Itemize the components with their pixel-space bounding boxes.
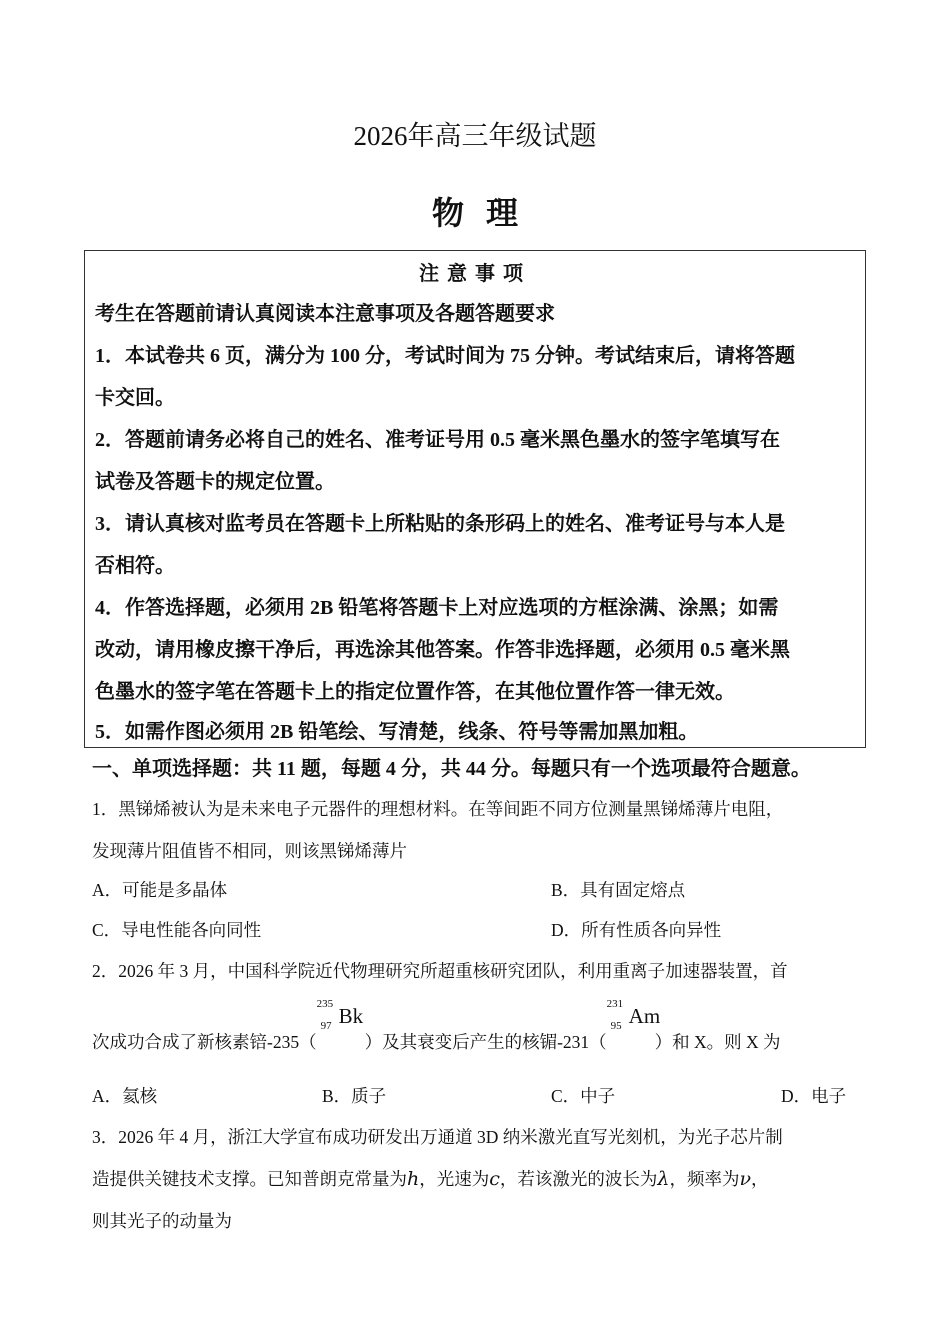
q1-option-a: A．可能是多晶体 (92, 880, 228, 900)
q2-text-c: ）和 X。则 X 为 (654, 1032, 781, 1052)
q2-text-a: 次成功合成了新核素锫-235（ (92, 1032, 317, 1052)
planck-constant-symbol: h (407, 1168, 420, 1190)
q3-text-e: ， (751, 1169, 769, 1189)
nuclide-mass-number: 235 (316, 998, 334, 1010)
notice-box (84, 250, 866, 748)
nuclide-am (606, 998, 661, 1048)
wavelength-symbol: λ (657, 1168, 670, 1190)
q2-option-c: C．中子 (551, 1086, 616, 1106)
q3-text-b: ，光速为 (419, 1169, 490, 1189)
notice-line: 色墨水的签字笔在答题卡上的指定位置作答，在其他位置作答一律无效。 (95, 681, 735, 703)
subject-title: 物理 (431, 195, 540, 231)
notice-line: 4．作答选择题，必须用 2B 铅笔将答题卡上对应选项的方框涂满、涂黑；如需 (95, 597, 779, 619)
q1-option-d: D．所有性质各向异性 (551, 920, 722, 940)
nuclide-atomic-number: 95 (610, 1020, 622, 1032)
nuclide-symbol: Bk (338, 1004, 364, 1028)
q3-text-d: ，频率为 (669, 1169, 740, 1189)
q2-option-b: B．质子 (322, 1086, 387, 1106)
q1-stem-line2: 发现薄片阻值皆不相同，则该黑锑烯薄片 (92, 841, 407, 861)
nuclide-mass-number: 231 (606, 998, 624, 1010)
q1-option-c: C．导电性能各向同性 (92, 920, 262, 940)
notice-line: 5．如需作图必须用 2B 铅笔绘、写清楚，线条、符号等需加黑加粗。 (95, 721, 699, 743)
q3-stem-line1: 3．2026 年 4 月，浙江大学宣布成功研发出万通道 3D 纳米激光直写光刻机，为光子芯片制 (92, 1127, 783, 1147)
notice-line: 2．答题前请务必将自己的姓名、准考证号用 0.5 毫米黑色墨水的签字笔填写在 (95, 429, 780, 451)
notice-line: 否相符。 (95, 555, 175, 577)
notice-line: 试卷及答题卡的规定位置。 (95, 471, 335, 493)
q2-stem-line2 (92, 998, 781, 1054)
notice-intro: 考生在答题前请认真阅读本注意事项及各题答题要求 (95, 303, 555, 325)
nuclide-bk (316, 998, 365, 1048)
speed-of-light-symbol: c (489, 1168, 500, 1190)
q3-text-c: ，若该激光的波长为 (499, 1169, 658, 1189)
notice-line: 改动，请用橡皮擦干净后，再选涂其他答案。作答非选择题，必须用 0.5 毫米黑 (95, 639, 790, 661)
q3-stem-line2 (92, 1166, 769, 1191)
notice-heading: 注意事项 (419, 263, 531, 285)
nuclide-atomic-number: 97 (320, 1020, 332, 1032)
exam-title: 2026年高三年级试题 (353, 121, 597, 151)
q3-text-a: 造提供关键技术支撑。已知普朗克常量为 (92, 1169, 407, 1189)
q2-text-b: ）及其衰变后产生的核镅-231（ (364, 1032, 607, 1052)
notice-line: 卡交回。 (95, 387, 175, 409)
frequency-symbol: ν (739, 1168, 752, 1190)
q2-option-a: A．氦核 (92, 1086, 158, 1106)
section-heading: 一、单项选择题：共 11 题，每题 4 分，共 44 分。每题只有一个选项最符合题意。 (92, 758, 811, 780)
q1-stem-line1: 1．黑锑烯被认为是未来电子元器件的理想材料。在等间距不同方位测量黑锑烯薄片电阻， (92, 799, 784, 819)
q2-option-d: D．电子 (781, 1086, 847, 1106)
q2-stem-line1: 2．2026 年 3 月，中国科学院近代物理研究所超重核研究团队，利用重离子加速器装置，首 (92, 961, 788, 981)
q1-option-b: B．具有固定熔点 (551, 880, 686, 900)
q3-stem-line3: 则其光子的动量为 (92, 1211, 232, 1231)
nuclide-symbol: Am (628, 1004, 661, 1028)
notice-line: 1．本试卷共 6 页，满分为 100 分，考试时间为 75 分钟。考试结束后，请将答题 (95, 345, 795, 367)
notice-line: 3．请认真核对监考员在答题卡上所粘贴的条形码上的姓名、准考证号与本人是 (95, 513, 785, 535)
